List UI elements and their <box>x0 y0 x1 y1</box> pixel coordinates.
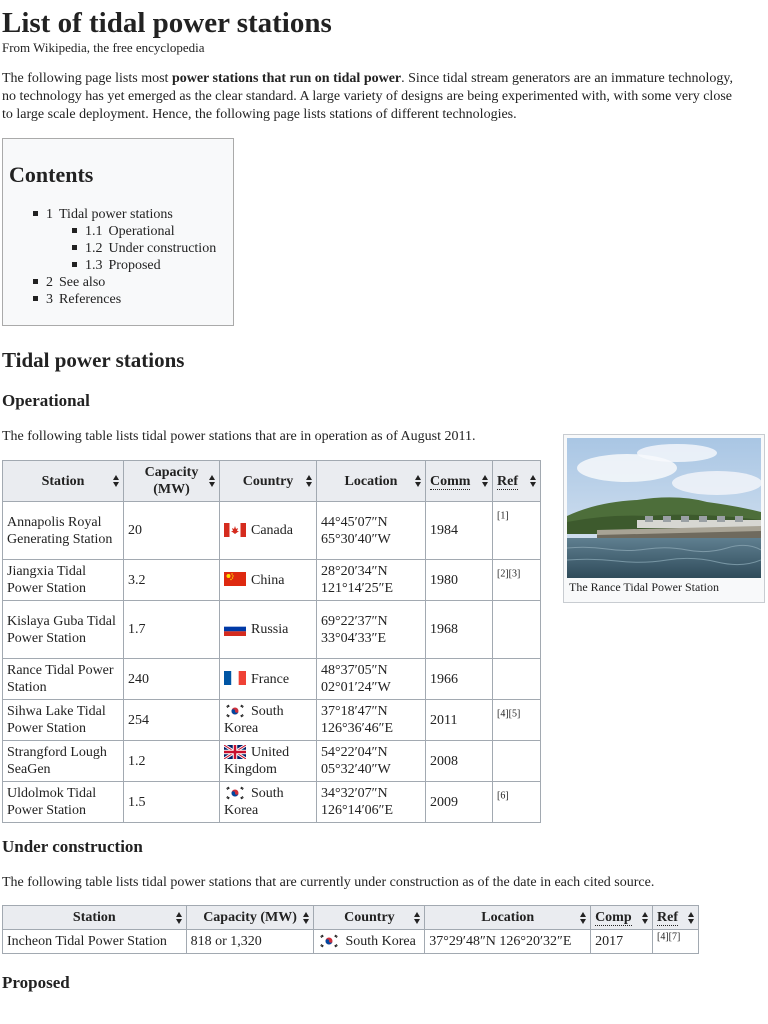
longitude[interactable]: 65°30′40″W <box>321 531 391 547</box>
country-cell <box>220 502 317 560</box>
page-title: List of tidal power stations <box>2 7 332 39</box>
latitude[interactable]: 44°45′07″N <box>321 514 388 530</box>
table-row <box>3 741 541 782</box>
under-construction-description: The following table lists tidal power stations that are currently under construction as of the date in each cited source. <box>2 875 655 890</box>
france-flag-icon[interactable] <box>224 671 246 685</box>
longitude[interactable]: 05°32′40″W <box>321 762 391 777</box>
column-header-station[interactable]: Station <box>3 906 187 930</box>
country-name[interactable]: United Kingdom <box>224 745 290 777</box>
sort-icon[interactable] <box>482 475 489 487</box>
ref-cell <box>493 560 541 601</box>
station-name[interactable]: Sihwa Lake Tidal Power Station <box>7 704 106 736</box>
thumbnail-figure <box>563 434 765 603</box>
comm-cell: 2008 <box>426 741 493 782</box>
country-cell <box>220 741 317 782</box>
sort-icon[interactable] <box>642 912 649 924</box>
sort-icon[interactable] <box>415 475 422 487</box>
longitude[interactable]: 126°14′06″E <box>321 803 394 818</box>
toc-item-operational[interactable]: 1.1 Operational <box>72 223 175 240</box>
under-construction-table <box>2 905 699 954</box>
section-heading-operational: Operational <box>2 391 90 410</box>
ref-cell <box>493 741 541 782</box>
country-cell <box>314 930 425 954</box>
country-cell <box>220 659 317 700</box>
column-header-capacity[interactable]: Capacity (MW) <box>186 906 314 930</box>
china-flag-icon[interactable] <box>224 572 246 586</box>
bullet-icon <box>72 228 77 233</box>
sort-icon[interactable] <box>209 475 216 487</box>
capacity-cell: 1.7 <box>124 601 220 659</box>
location-cell[interactable] <box>317 700 426 741</box>
table-row <box>3 560 541 601</box>
ref-cell <box>493 601 541 659</box>
country-cell <box>220 601 317 659</box>
sort-icon[interactable] <box>414 912 421 924</box>
comm-cell: 2009 <box>426 782 493 823</box>
ref-cell <box>653 930 699 954</box>
reference-link[interactable]: [4][7] <box>657 931 681 943</box>
sort-icon[interactable] <box>580 912 587 924</box>
latitude[interactable]: 37°18′47″N <box>321 704 388 719</box>
table-row <box>3 930 699 954</box>
russia-flag-icon[interactable] <box>224 622 246 636</box>
latitude[interactable]: 69°22′37″N <box>321 613 388 629</box>
bullet-icon <box>33 279 38 284</box>
photo-graphic <box>567 438 761 578</box>
column-header-comp[interactable]: Comp <box>591 906 653 930</box>
south-korea-flag-icon[interactable] <box>224 786 246 800</box>
section-heading-tidal-power-stations: Tidal power stations <box>2 348 185 372</box>
sort-icon[interactable] <box>688 912 695 924</box>
ref-cell <box>493 700 541 741</box>
column-header-comm[interactable]: Comm <box>426 461 493 502</box>
bullet-icon <box>72 245 77 250</box>
table-row <box>3 700 541 741</box>
thumbnail-caption: The Rance Tidal Power Station <box>569 580 719 594</box>
canada-flag-icon[interactable] <box>224 523 246 537</box>
ref-cell <box>493 782 541 823</box>
capacity-cell: 1.2 <box>124 741 220 782</box>
capacity-cell: 240 <box>124 659 220 700</box>
latitude[interactable]: 34°32′07″N <box>321 786 388 801</box>
location-cell[interactable] <box>317 502 426 560</box>
table-row <box>3 782 541 823</box>
station-name[interactable]: Incheon Tidal Power Station <box>7 934 167 949</box>
station-cell[interactable] <box>3 601 124 659</box>
sort-icon[interactable] <box>303 912 310 924</box>
comm-cell: 2011 <box>426 700 493 741</box>
capacity-cell: 254 <box>124 700 220 741</box>
column-header-location[interactable]: Location <box>425 906 591 930</box>
station-cell[interactable] <box>3 502 124 560</box>
toc-item-proposed[interactable]: 1.3 Proposed <box>72 257 161 274</box>
ref-cell <box>493 502 541 560</box>
bullet-icon <box>72 262 77 267</box>
latitude[interactable]: 28°20′34″N <box>321 564 388 579</box>
station-cell[interactable] <box>3 930 187 954</box>
location-cell[interactable] <box>317 782 426 823</box>
sort-icon[interactable] <box>306 475 313 487</box>
sort-icon[interactable] <box>176 912 183 924</box>
longitude[interactable]: 33°04′33″E <box>321 630 387 646</box>
comm-cell: 1968 <box>426 601 493 659</box>
column-header-country[interactable]: Country <box>220 461 317 502</box>
station-name[interactable]: Annapolis Royal Generating Station <box>7 514 113 547</box>
sort-icon[interactable] <box>530 475 537 487</box>
column-header-ref[interactable]: Ref <box>493 461 541 502</box>
station-name[interactable]: Kislaya Guba Tidal Power Station <box>7 613 116 646</box>
reference-link[interactable]: [6] <box>497 790 509 802</box>
country-cell <box>220 700 317 741</box>
station-name[interactable]: Jiangxia Tidal Power Station <box>7 564 86 596</box>
south-korea-flag-icon[interactable] <box>318 934 340 948</box>
station-name[interactable]: Rance Tidal Power Station <box>7 663 114 695</box>
table-row <box>3 601 541 659</box>
country-cell <box>220 782 317 823</box>
column-header-station[interactable]: Station <box>3 461 124 502</box>
location-cell[interactable] <box>317 659 426 700</box>
capacity-cell: 1.5 <box>124 782 220 823</box>
column-header-location[interactable]: Location <box>317 461 426 502</box>
toc-item-references[interactable]: 3 References <box>33 291 121 308</box>
country-name[interactable]: France <box>251 671 290 687</box>
latitude[interactable]: 48°37′05″N <box>321 663 388 678</box>
longitude[interactable]: 121°14′25″E <box>321 581 394 596</box>
operational-table <box>2 460 541 823</box>
section-heading-under-construction: Under construction <box>2 837 143 856</box>
station-cell[interactable] <box>3 700 124 741</box>
section-heading-proposed: Proposed <box>2 973 70 992</box>
country-name[interactable]: South Korea <box>224 704 284 736</box>
ref-cell <box>493 659 541 700</box>
country-name[interactable]: South Korea <box>224 786 284 818</box>
uk-flag-icon[interactable] <box>224 745 246 759</box>
comm-cell: 1980 <box>426 560 493 601</box>
reference-link[interactable]: [2][3] <box>497 568 521 580</box>
column-header-country[interactable]: Country <box>314 906 425 930</box>
column-header-capacity[interactable]: Capacity (MW) <box>124 461 220 502</box>
longitude[interactable]: 02°01′24″W <box>321 680 391 695</box>
page-subtitle: From Wikipedia, the free encyclopedia <box>2 40 205 55</box>
toc-item-see-also[interactable]: 2 See also <box>33 274 105 291</box>
comm-cell: 1966 <box>426 659 493 700</box>
comm-cell: 1984 <box>426 502 493 560</box>
station-name[interactable]: Uldolmok Tidal Power Station <box>7 786 97 818</box>
table-row <box>3 659 541 700</box>
capacity-cell: 818 or 1,320 <box>186 930 314 954</box>
toc-item-tidal-power-stations[interactable]: 1 Tidal power stations <box>33 206 173 223</box>
reference-link[interactable]: [4][5] <box>497 708 521 720</box>
toc-item-under-construction[interactable]: 1.2 Under construction <box>72 240 216 257</box>
location-cell[interactable] <box>317 741 426 782</box>
location-cell[interactable] <box>317 601 426 659</box>
rance-power-station-image[interactable] <box>567 438 761 578</box>
intro-prefix: The following page lists most <box>2 71 172 86</box>
operational-description: The following table lists tidal power stations that are in operation as of August 2011. <box>2 429 476 444</box>
intro-bold: power stations that run on tidal power <box>171 71 402 86</box>
station-cell[interactable] <box>3 659 124 700</box>
south-korea-flag-icon[interactable] <box>224 704 246 718</box>
sort-icon[interactable] <box>113 475 120 487</box>
station-name[interactable]: Strangford Lough SeaGen <box>7 745 107 777</box>
country-name[interactable]: China <box>251 572 285 588</box>
station-cell[interactable] <box>3 560 124 601</box>
country-cell <box>220 560 317 601</box>
longitude[interactable]: 126°36′46″E <box>321 721 394 736</box>
latitude[interactable]: 54°22′04″N <box>321 745 388 760</box>
country-name[interactable]: Canada <box>251 523 293 538</box>
station-cell[interactable] <box>3 782 124 823</box>
location-cell[interactable] <box>317 560 426 601</box>
station-cell[interactable] <box>3 741 124 782</box>
location-cell[interactable]: 37°29′48″N 126°20′32″E <box>425 930 591 954</box>
comp-cell: 2017 <box>591 930 653 954</box>
intro-suffix: . Since tidal stream generators are an immature technology, no technology has yet emerged as the clear standard. A large variety of designs are being experimented with, with some very close to large scale deployment. Hence, the following page lists stations of different technologies. <box>2 71 733 122</box>
country-name[interactable]: South Korea <box>345 934 416 949</box>
bullet-icon <box>33 211 38 216</box>
table-row <box>3 502 541 560</box>
toc-title: Contents <box>9 162 94 187</box>
column-header-ref[interactable]: Ref <box>653 906 699 930</box>
capacity-cell: 20 <box>124 502 220 560</box>
reference-link[interactable]: [1] <box>497 510 509 522</box>
table-of-contents <box>2 138 234 326</box>
bullet-icon <box>33 296 38 301</box>
capacity-cell: 3.2 <box>124 560 220 601</box>
country-name[interactable]: Russia <box>251 622 289 637</box>
intro-paragraph <box>2 70 742 124</box>
